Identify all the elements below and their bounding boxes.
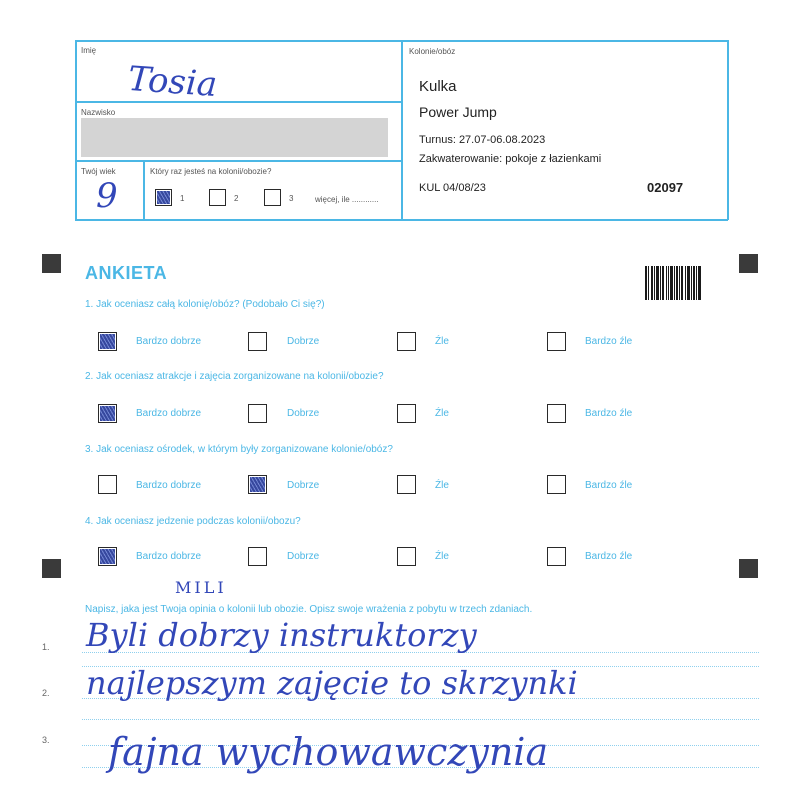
scan-marker-bottom-right — [739, 559, 758, 578]
q3-checkbox-zle[interactable] — [397, 475, 416, 494]
q2-checkbox-dobrze[interactable] — [248, 404, 267, 423]
opinion-handwritten-1[interactable]: Byli dobrzy instruktorzy — [86, 616, 477, 654]
q4-label-zle: Źle — [435, 551, 449, 562]
q3-checkbox-dobrze[interactable] — [248, 475, 267, 494]
opinion-line-number-1: 1. — [42, 642, 50, 652]
ktory-raz-label: Który raz jesteś na kolonii/obozie? — [150, 167, 272, 176]
ktory-raz-option-1: 1 — [180, 194, 185, 203]
q3-checkbox-bardzo-zle[interactable] — [547, 475, 566, 494]
q2-label-bardzo-dobrze: Bardzo dobrze — [136, 408, 202, 419]
scan-marker-bottom-left — [42, 559, 61, 578]
q2-label-zle: Źle — [435, 408, 449, 419]
survey-title: ANKIETA — [85, 263, 168, 283]
ktory-raz-more: więcej, ile ............ — [315, 195, 379, 204]
form-number: 02097 — [647, 180, 684, 195]
question-1: 1. Jak oceniasz całą kolonię/obóz? (Podobało Ci się?) — [85, 299, 325, 310]
ktory-raz-checkbox-3[interactable] — [264, 189, 281, 206]
q4-checkbox-dobrze[interactable] — [248, 547, 267, 566]
wiek-label: Twój wiek — [81, 167, 116, 176]
ktory-raz-option-2: 2 — [234, 194, 239, 203]
q1-checkbox-bardzo-zle[interactable] — [547, 332, 566, 351]
question-3: 3. Jak oceniasz ośrodek, w którym były zorganizowane kolonie/obóz? — [85, 444, 393, 455]
zakwaterowanie: Zakwaterowanie: pokoje z łazienkami — [419, 153, 602, 165]
q3-checkbox-bardzo-dobrze[interactable] — [98, 475, 117, 494]
opinion-handwritten-2[interactable]: najlepszym zajęcie to skrzynki — [86, 664, 578, 702]
q2-checkbox-zle[interactable] — [397, 404, 416, 423]
q1-checkbox-zle[interactable] — [397, 332, 416, 351]
ktory-raz-checkbox-2[interactable] — [209, 189, 226, 206]
q1-checkbox-bardzo-dobrze[interactable] — [98, 332, 117, 351]
q2-label-bardzo-zle: Bardzo źle — [585, 408, 633, 419]
opinion-insert-handwritten[interactable]: MILI — [175, 578, 227, 597]
nazwisko-label: Nazwisko — [81, 108, 116, 117]
q1-label-bardzo-dobrze: Bardzo dobrze — [136, 336, 202, 347]
question-2: 2. Jak oceniasz atrakcje i zajęcia zorganizowane na kolonii/obozie? — [85, 371, 384, 382]
barcode — [645, 266, 701, 300]
ktory-raz-option-3: 3 — [289, 194, 294, 203]
scan-marker-top-left — [42, 254, 61, 273]
q1-label-bardzo-zle: Bardzo źle — [585, 336, 633, 347]
q3-label-bardzo-dobrze: Bardzo dobrze — [136, 480, 202, 491]
imie-label: Imię — [81, 46, 97, 55]
q2-checkbox-bardzo-dobrze[interactable] — [98, 404, 117, 423]
opinion-line-number-3: 3. — [42, 735, 50, 745]
imie-handwritten[interactable]: Tosia — [126, 58, 219, 106]
q4-label-dobrze: Dobrze — [287, 551, 320, 562]
opinion-dotted-line-2b — [82, 719, 759, 720]
opinion-handwritten-3[interactable]: fajna wychowawczynia — [108, 730, 549, 774]
q2-label-dobrze: Dobrze — [287, 408, 320, 419]
opinion-prompt: Napisz, jaka jest Twoja opinia o kolonii lub obozie. Opisz swoje wrażenia z pobytu w trzech zdaniach. — [85, 604, 533, 615]
q4-checkbox-bardzo-zle[interactable] — [547, 547, 566, 566]
wiek-handwritten[interactable]: 9 — [96, 176, 118, 216]
nazwisko-redacted — [81, 118, 388, 157]
q4-checkbox-bardzo-dobrze[interactable] — [98, 547, 117, 566]
turnus: Turnus: 27.07-06.08.2023 — [419, 134, 546, 146]
q3-label-bardzo-zle: Bardzo źle — [585, 480, 633, 491]
ktory-raz-checkbox-1[interactable] — [155, 189, 172, 206]
q1-label-dobrze: Dobrze — [287, 336, 320, 347]
q4-checkbox-zle[interactable] — [397, 547, 416, 566]
kolonie-label: Kolonie/obóz — [409, 47, 456, 56]
form-code: KUL 04/08/23 — [419, 182, 486, 194]
q3-label-dobrze: Dobrze — [287, 480, 320, 491]
q4-label-bardzo-zle: Bardzo źle — [585, 551, 633, 562]
program-name: Power Jump — [419, 104, 497, 120]
kolonie-name: Kulka — [419, 78, 457, 95]
question-4: 4. Jak oceniasz jedzenie podczas kolonii/obozu? — [85, 516, 301, 527]
q4-label-bardzo-dobrze: Bardzo dobrze — [136, 551, 202, 562]
q1-label-zle: Źle — [435, 336, 449, 347]
scan-marker-top-right — [739, 254, 758, 273]
q2-checkbox-bardzo-zle[interactable] — [547, 404, 566, 423]
q3-label-zle: Źle — [435, 480, 449, 491]
q1-checkbox-dobrze[interactable] — [248, 332, 267, 351]
opinion-line-number-2: 2. — [42, 688, 50, 698]
